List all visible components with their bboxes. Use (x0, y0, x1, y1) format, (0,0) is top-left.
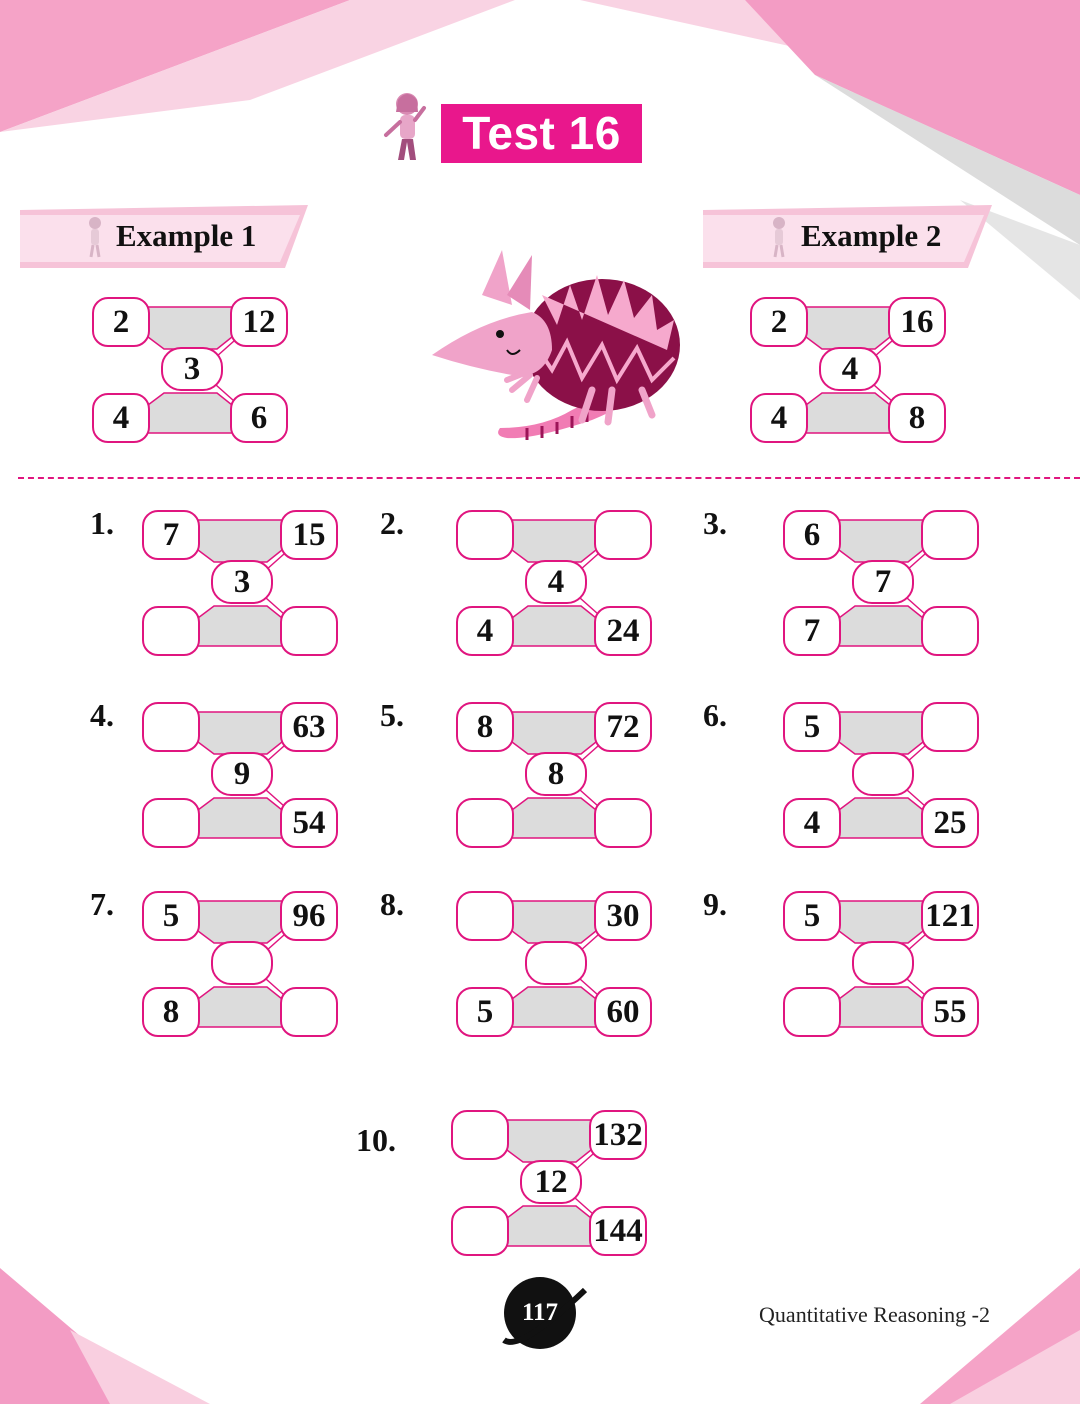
question-6-puzzle (783, 702, 983, 852)
question-7-puzzle (142, 891, 342, 1041)
example-2-label: Example 2 (801, 218, 942, 253)
number-cell-mid[interactable] (852, 752, 914, 796)
number-cell-tl: 7 (142, 510, 200, 560)
question-2-puzzle (456, 510, 656, 660)
number-cell-tr: 96 (280, 891, 338, 941)
number-cell-bl: 4 (92, 393, 150, 443)
banner-figure-icon (84, 216, 106, 258)
number-cell-mid: 3 (211, 560, 273, 604)
number-cell-tr: 30 (594, 891, 652, 941)
number-cell-tr: 63 (280, 702, 338, 752)
number-cell-tl: 8 (456, 702, 514, 752)
question-8-puzzle (456, 891, 656, 1041)
number-cell-mid: 3 (161, 347, 223, 391)
number-cell-br: 144 (589, 1206, 647, 1256)
number-cell-tl: 5 (783, 702, 841, 752)
question-3-puzzle (783, 510, 983, 660)
number-cell-br[interactable] (594, 798, 652, 848)
number-cell-br[interactable] (280, 987, 338, 1037)
number-cell-bl: 5 (456, 987, 514, 1037)
number-cell-mid: 7 (852, 560, 914, 604)
armadillo-illustration (412, 250, 690, 455)
number-cell-br[interactable] (921, 606, 979, 656)
number-cell-bl[interactable] (451, 1206, 509, 1256)
number-cell-mid: 9 (211, 752, 273, 796)
question-5-number: 5. (380, 697, 404, 733)
number-cell-br: 60 (594, 987, 652, 1037)
number-cell-tl[interactable] (451, 1110, 509, 1160)
number-cell-tr: 72 (594, 702, 652, 752)
number-cell-tr: 12 (230, 297, 288, 347)
number-cell-mid[interactable] (852, 941, 914, 985)
number-cell-tl: 5 (783, 891, 841, 941)
number-cell-tr[interactable] (921, 702, 979, 752)
question-9-puzzle (783, 891, 983, 1041)
number-cell-tr: 16 (888, 297, 946, 347)
question-4-number: 4. (90, 697, 114, 733)
number-cell-br: 24 (594, 606, 652, 656)
number-cell-br: 54 (280, 798, 338, 848)
number-cell-br[interactable] (280, 606, 338, 656)
number-cell-tr: 132 (589, 1110, 647, 1160)
number-cell-tl[interactable] (142, 702, 200, 752)
number-cell-bl[interactable] (783, 987, 841, 1037)
number-cell-br: 25 (921, 798, 979, 848)
number-cell-bl: 7 (783, 606, 841, 656)
question-10-number: 10. (356, 1122, 396, 1158)
number-cell-br: 6 (230, 393, 288, 443)
example-2-puzzle (750, 297, 950, 447)
question-7-number: 7. (90, 886, 114, 922)
question-6-number: 6. (703, 697, 727, 733)
number-cell-tl: 6 (783, 510, 841, 560)
page-number: 117 (521, 1299, 559, 1326)
question-2-number: 2. (380, 505, 404, 541)
number-cell-mid: 4 (525, 560, 587, 604)
number-cell-bl[interactable] (456, 798, 514, 848)
girl-figure-icon (382, 90, 432, 166)
question-5-puzzle (456, 702, 656, 852)
number-cell-tl: 5 (142, 891, 200, 941)
number-cell-mid: 12 (520, 1160, 582, 1204)
number-cell-tr: 121 (921, 891, 979, 941)
section-divider (18, 477, 1080, 479)
number-cell-mid[interactable] (211, 941, 273, 985)
number-cell-mid: 4 (819, 347, 881, 391)
number-cell-br: 8 (888, 393, 946, 443)
book-title: Quantitative Reasoning -2 (759, 1302, 990, 1327)
number-cell-tr: 15 (280, 510, 338, 560)
number-cell-mid: 8 (525, 752, 587, 796)
example-1-label: Example 1 (116, 218, 257, 253)
number-cell-tr[interactable] (921, 510, 979, 560)
banner-figure-icon (768, 216, 790, 258)
question-10-puzzle (451, 1110, 651, 1260)
number-cell-bl: 4 (456, 606, 514, 656)
number-cell-tl[interactable] (456, 891, 514, 941)
example-1-puzzle (92, 297, 292, 447)
question-9-number: 9. (703, 886, 727, 922)
question-1-puzzle (142, 510, 342, 660)
number-cell-bl[interactable] (142, 798, 200, 848)
number-cell-bl: 4 (750, 393, 808, 443)
number-cell-tl: 2 (750, 297, 808, 347)
number-cell-bl: 4 (783, 798, 841, 848)
number-cell-bl: 8 (142, 987, 200, 1037)
question-3-number: 3. (703, 505, 727, 541)
number-cell-tr[interactable] (594, 510, 652, 560)
page-title: Test 16 (441, 104, 642, 163)
question-1-number: 1. (90, 505, 114, 541)
number-cell-tl[interactable] (456, 510, 514, 560)
question-8-number: 8. (380, 886, 404, 922)
number-cell-tl: 2 (92, 297, 150, 347)
number-cell-br: 55 (921, 987, 979, 1037)
number-cell-mid[interactable] (525, 941, 587, 985)
question-4-puzzle (142, 702, 342, 852)
number-cell-bl[interactable] (142, 606, 200, 656)
